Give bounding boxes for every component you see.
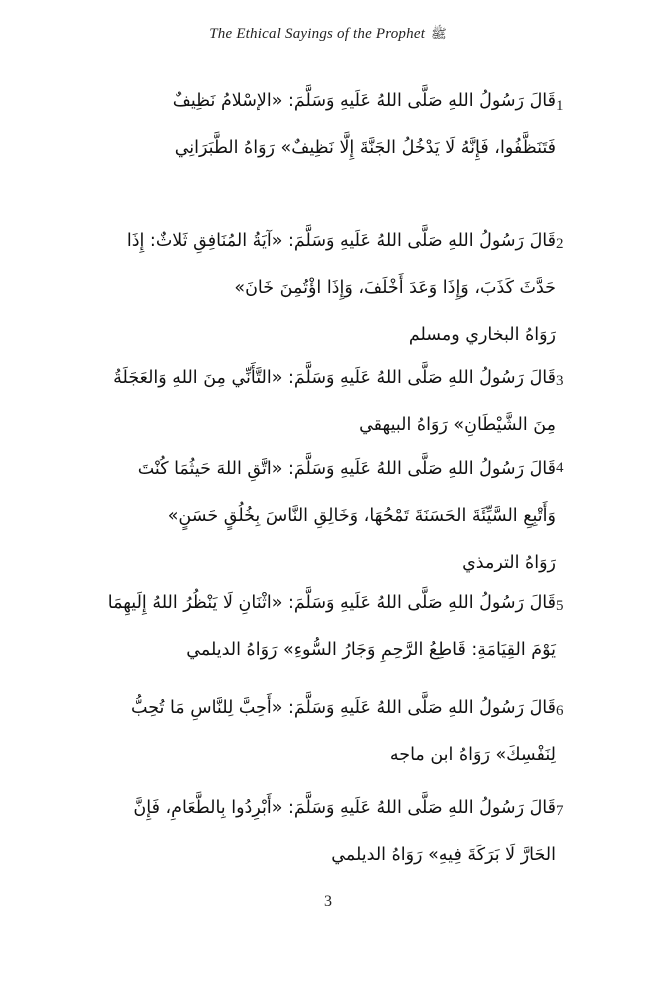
hadith-text [76,78,556,172]
page-number: 3 [324,893,332,910]
hadith-line: قَالَ رَسُولُ اللهِ صَلَّى اللهُ عَلَيهِ وَسَلَّمَ: «اتَّقِ اللهَ حَيثُمَا كُنْتَ [137,459,556,479]
hadith-number: 1 [556,98,564,114]
hadith-text [76,580,556,674]
hadith-number: 2 [556,236,564,252]
running-head [0,26,656,45]
running-head-title: The Ethical Sayings of the Prophet [209,26,426,42]
hadith-line: رَوَاهُ الترمذي [462,553,556,573]
hadith-text [76,685,556,779]
hadith-text [76,355,556,449]
hadith-number: 5 [556,598,564,614]
hadith-line: قَالَ رَسُولُ اللهِ صَلَّى اللهُ عَلَيهِ وَسَلَّمَ: «الإسْلامُ نَظِيفٌ [172,91,556,111]
hadith-line: الحَارَّ لَا بَرَكَةَ فِيهِ» رَوَاهُ الديلمي [331,845,556,865]
hadith-line: رَوَاهُ البخاري ومسلم [408,325,556,345]
hadith-number: 3 [556,373,564,389]
hadith-line: قَالَ رَسُولُ اللهِ صَلَّى اللهُ عَلَيهِ وَسَلَّمَ: «التَّأَنِّي مِنَ اللهِ وَالعَجَلَةُ [113,368,556,388]
hadith-text [76,218,556,359]
hadith-text [76,446,556,587]
hadith-line: حَدَّثَ كَذَبَ، وَإِذَا وَعَدَ أَخْلَفَ، وَإِذَا اؤْتُمِنَ خَانَ» [234,278,556,298]
hadith-line: فَتَنَظَّفُوا، فَإِنَّهُ لَا يَدْخُلُ الجَنَّةَ إِلَّا نَظِيفٌ» رَوَاهُ الطَّبَرَانِي [174,138,556,158]
hadith-number: 6 [556,703,564,719]
hadith-line: لِنَفْسِكَ» رَوَاهُ ابن ماجه [389,745,556,765]
hadith-number: 7 [556,803,564,819]
hadith-number: 4 [556,460,564,476]
hadith-text [76,785,556,879]
hadith-line: قَالَ رَسُولُ اللهِ صَلَّى اللهُ عَلَيهِ وَسَلَّمَ: «أَحِبَّ لِلنَّاسِ مَا تُحِبُّ [131,698,556,718]
hadith-line: مِنَ الشَّيْطَانِ» رَوَاهُ البيهقي [359,415,556,435]
hadith-line: قَالَ رَسُولُ اللهِ صَلَّى اللهُ عَلَيهِ وَسَلَّمَ: «اثْنَانِ لَا يَنْظُرُ اللهُ إِلَيهِمَا [107,593,556,613]
honorific-glyph: ﷺ [431,26,447,41]
hadith-line: يَوْمَ القِيَامَةِ: قَاطِعُ الرَّحِمِ وَجَارُ السُّوءِ» رَوَاهُ الديلمي [186,640,556,660]
hadith-line: قَالَ رَسُولُ اللهِ صَلَّى اللهُ عَلَيهِ وَسَلَّمَ: «آيَةُ المُنَافِقِ ثَلاثٌ: إِذَا [126,231,556,251]
hadith-line: وَأَتْبِعِ السَّيِّئَةَ الحَسَنَةَ تَمْحُهَا، وَخَالِقِ النَّاسَ بِخُلُقٍ حَسَنٍ» [167,506,556,526]
hadith-line: قَالَ رَسُولُ اللهِ صَلَّى اللهُ عَلَيهِ وَسَلَّمَ: «أَبْرِدُوا بِالطَّعَامِ، فَإِنَّ [133,798,556,818]
